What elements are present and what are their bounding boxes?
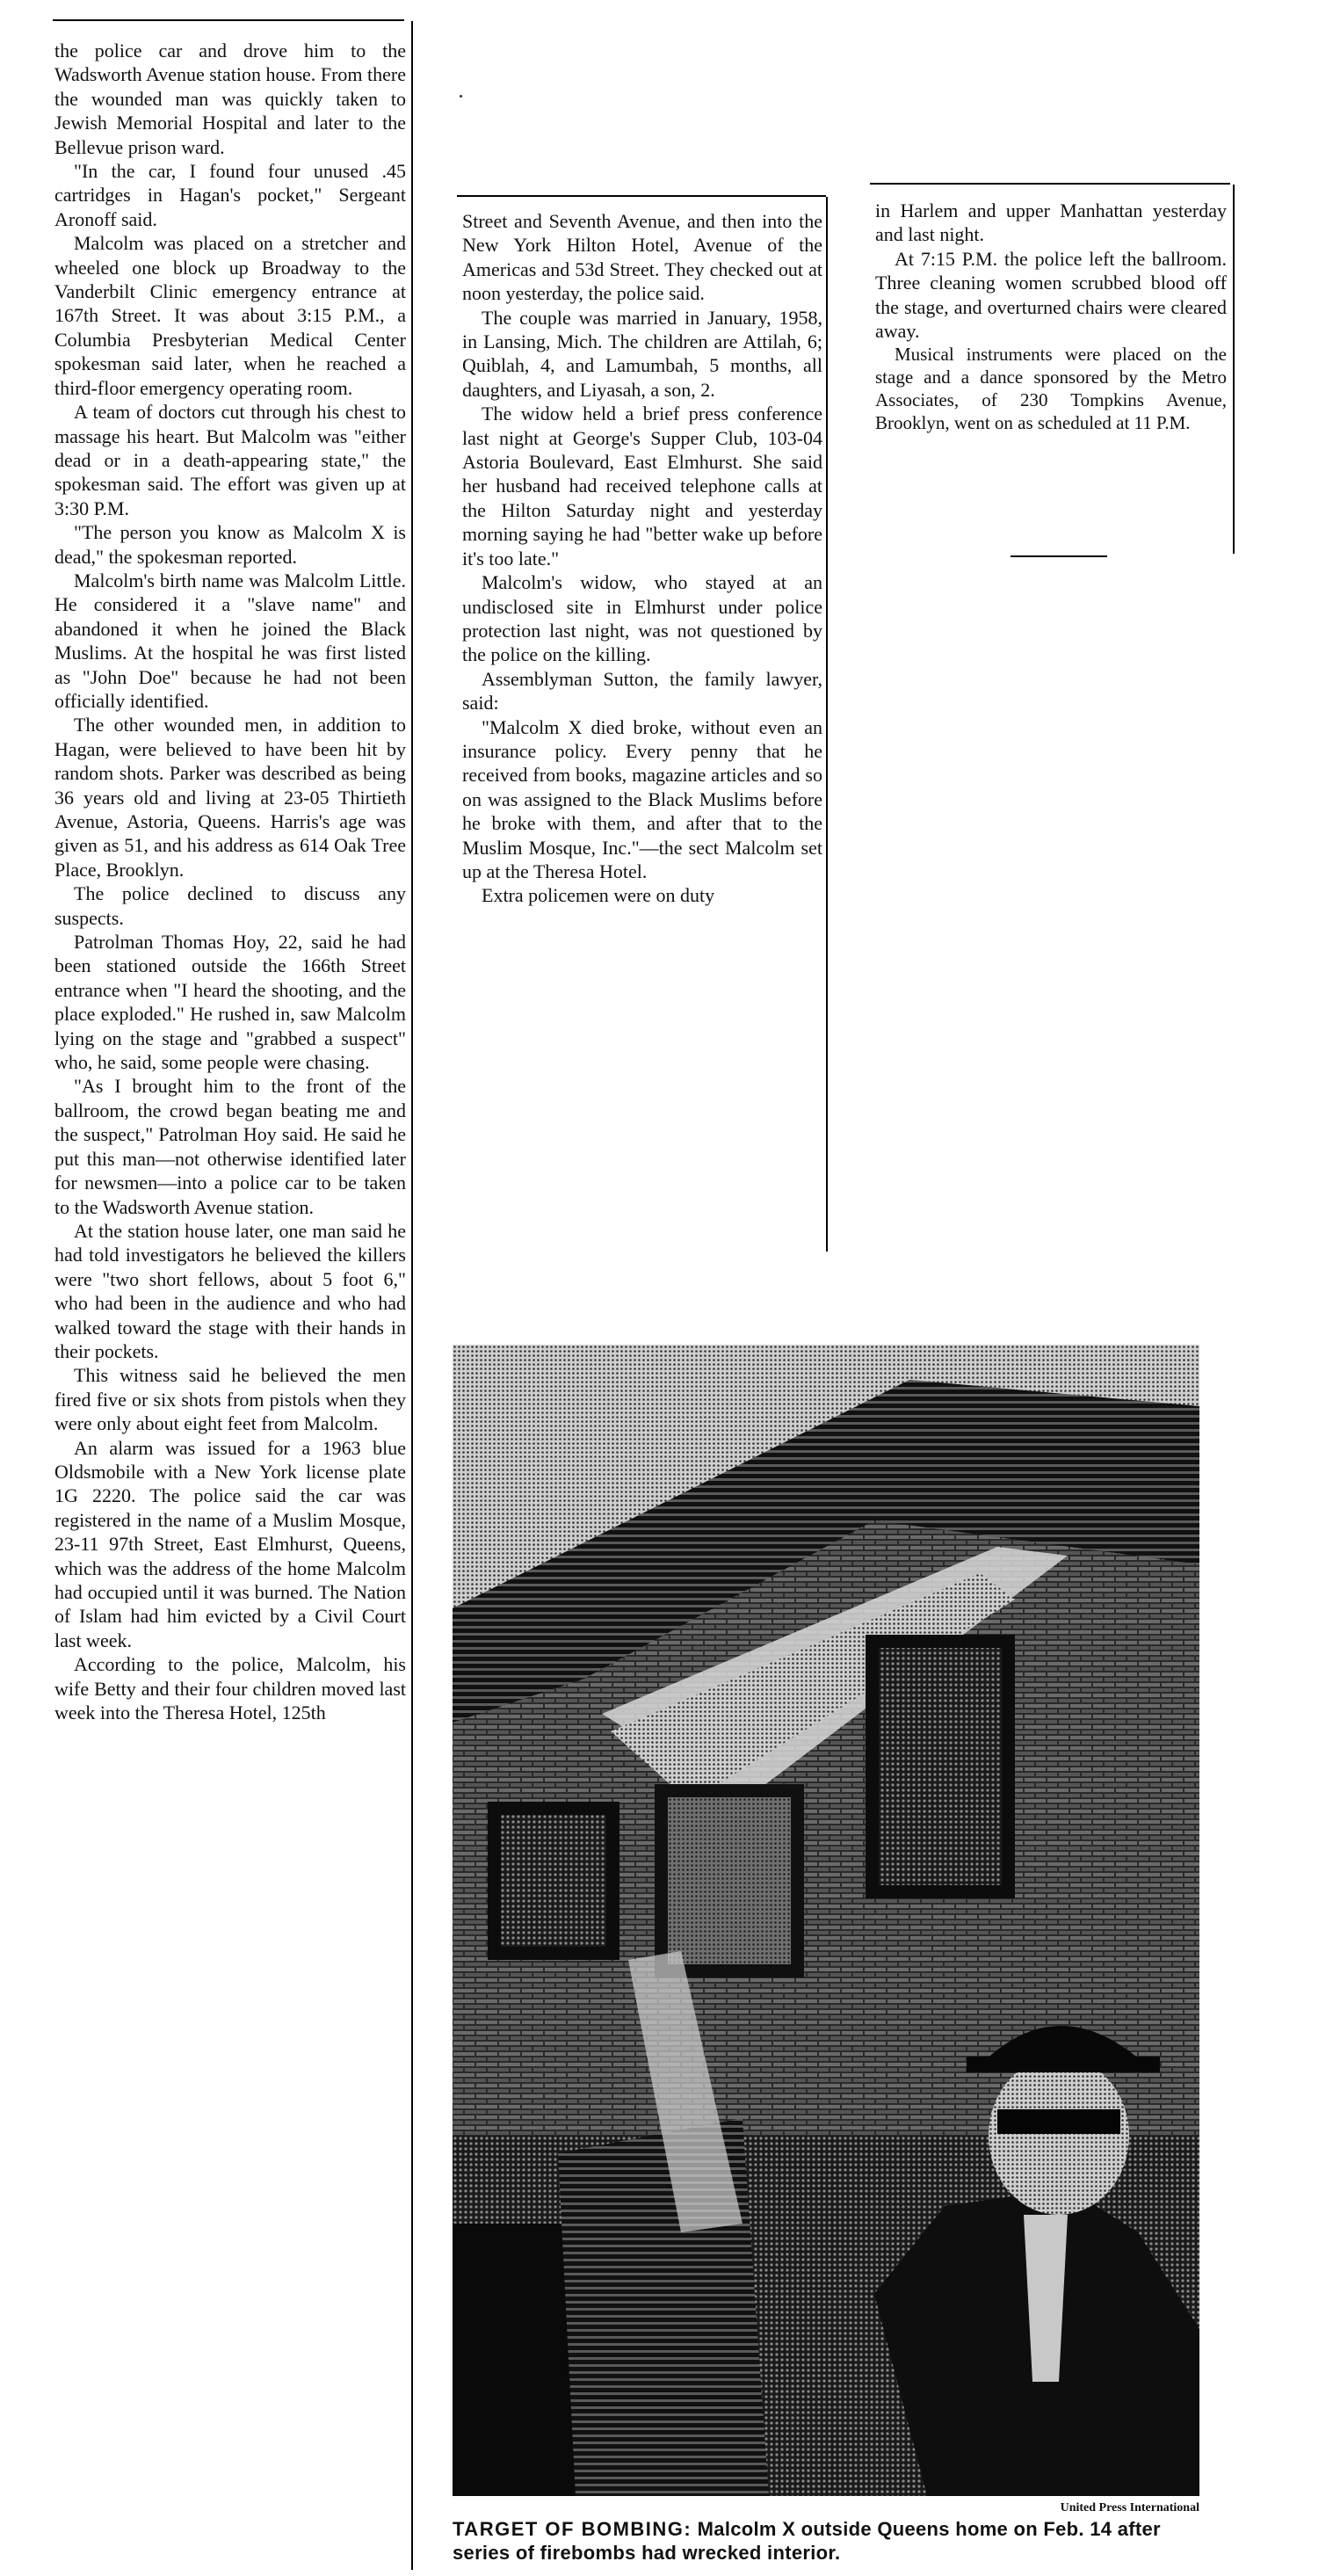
col1-paragraph: This witness said he believed the men fired five or six shots from pistols when they were only about eight feet from Malcolm. [54,1364,406,1435]
col2-paragraph: The couple was married in January, 1958, in Lansing, Mich. The children are Attilah, 6; Quiblah, 4, and Lamumbah, 5 months, all daughters, and Liyasah, a son, 2. [462,306,822,401]
col1-paragraph: According to the police, Malcolm, his wife Betty and their four children moved last week into the Theresa Hotel, 125th [54,1653,406,1724]
photo-credit: United Press International [1060,2501,1199,2514]
col1-paragraph: "As I brought him to the front of the ballroom, the crowd began beating me and the suspect," Patrolman Hoy said. He said he put this man—not otherwise identified later for newsmen—into a police car to be taken to the Wadsworth Avenue station. [54,1075,406,1218]
photo-caption [453,2517,1199,2565]
news-photograph [453,1345,1199,2496]
col1-paragraph: Malcolm was placed on a stretcher and wheeled one block up Broadway to the Vanderbilt Clinic emergency entrance at 167th Street. It was about 3:15 P.M., a Columbia Presbyterian Medical Center spokesman said later, when he reached a third-floor emergency operating room. [54,232,406,399]
col1-paragraph: the police car and drove him to the Wadsworth Avenue station house. From there the wounded man was quickly taken to Jewish Memorial Hospital and later to the Bellevue prison ward. [54,40,406,158]
column3-end-rule [1011,555,1107,557]
col1-paragraph: At the station house later, one man said he had told investigators he believed the killers were "two short fellows, about 5 foot 6," who had been in the audience and who had walked toward the stage with their hands in their pockets. [54,1219,406,1362]
photo-halftone [453,1345,1199,2496]
caption-text: Malcolm X outside Queens home on Feb. 14 after series of firebombs had wrecked interior. [453,2518,1161,2564]
column3-top-rule [870,183,1230,185]
article-column-3 [875,199,1227,434]
col1-paragraph: A team of doctors cut through his chest to massage his heart. But Malcolm was "either dead or in a death-appearing state," the spokesman said. The effort was given up at 3:30 P.M. [54,401,406,519]
col3-paragraph: Musical instruments were placed on the stage and a dance sponsored by the Metro Associates, of 230 Tompkins Avenue, Brooklyn, went on as scheduled at 11 P.M. [875,344,1227,434]
col1-paragraph: "The person you know as Malcolm X is dead," the spokesman reported. [54,521,406,568]
column1-right-rule [411,21,413,2570]
col3-paragraph: in Harlem and upper Manhattan yesterday and last night. [875,200,1227,246]
col1-paragraph: The police declined to discuss any suspects. [54,882,406,929]
col1-paragraph: Patrolman Thomas Hoy, 22, said he had been stationed outside the 166th Street entrance when "I heard the shooting, and the place exploded." He rushed in, saw Malcolm lying on the stage and "grabbed a suspect" who, he said, some people were chasing. [54,931,406,1074]
caption-lead: TARGET OF BOMBING: [453,2518,692,2540]
col2-paragraph: Street and Seventh Avenue, and then into the New York Hilton Hotel, Avenue of the Americas and 53d Street. They checked out at noon yesterday, the police said. [462,210,822,305]
print-speck [460,95,462,98]
column1-top-rule [53,19,404,21]
col2-paragraph: Assemblyman Sutton, the family lawyer, said: [462,667,822,715]
col1-paragraph: An alarm was issued for a 1963 blue Oldsmobile with a New York license plate 1G 2220. The police said the car was registered in the name of a Muslim Mosque, 23-11 97th Street, East Elmhurst, Queens, which was the address of the home Malcolm had occupied until it was burned. The Nation of Islam had him evicted by a Civil Court last week. [54,1436,406,1651]
col3-paragraph: At 7:15 P.M. the police left the ballroom. Three cleaning women scrubbed blood off the stage, and overturned chairs were cleared away. [875,247,1227,343]
article-column-2 [462,209,822,908]
column2-right-rule [826,197,828,1252]
column2-top-rule [457,195,826,197]
col1-paragraph: "In the car, I found four unused .45 cartridges in Hagan's pocket," Sergeant Aronoff said. [54,160,406,230]
col2-paragraph: The widow held a brief press conference last night at George's Supper Club, 103-04 Astoria Boulevard, East Elmhurst. She said her husband had received telephone calls at the Hilton Saturday night and yesterday morning saying he had "better wake up before it's too late." [462,403,822,570]
col2-paragraph: Malcolm's widow, who stayed at an undisclosed site in Elmhurst under police protection last night, was not questioned by the police on the killing. [462,571,822,666]
col1-paragraph: The other wounded men, in addition to Hagan, were believed to have been hit by random shots. Parker was described as being 36 years old and living at 23-05 Thirtieth Avenue, Astoria, Queens. Harris's age was given as 51, and his address as 614 Oak Tree Place, Brooklyn. [54,714,406,881]
col1-paragraph: Malcolm's birth name was Malcolm Little. He considered it a "slave name" and abandoned it when he joined the Black Muslims. At the hospital he was first listed as "John Doe" because he had not been officially identified. [54,569,406,712]
col2-paragraph: Extra policemen were on duty [482,884,715,907]
col2-paragraph: "Malcolm X died broke, without even an insurance policy. Every penny that he received from books, magazine articles and so on was assigned to the Black Muslims before he broke with them, and after that to the Muslim Mosque, Inc."—the sect Malcolm set up at the Theresa Hotel. [462,715,822,882]
article-column-1 [54,39,406,1724]
column3-right-rule [1233,185,1235,554]
